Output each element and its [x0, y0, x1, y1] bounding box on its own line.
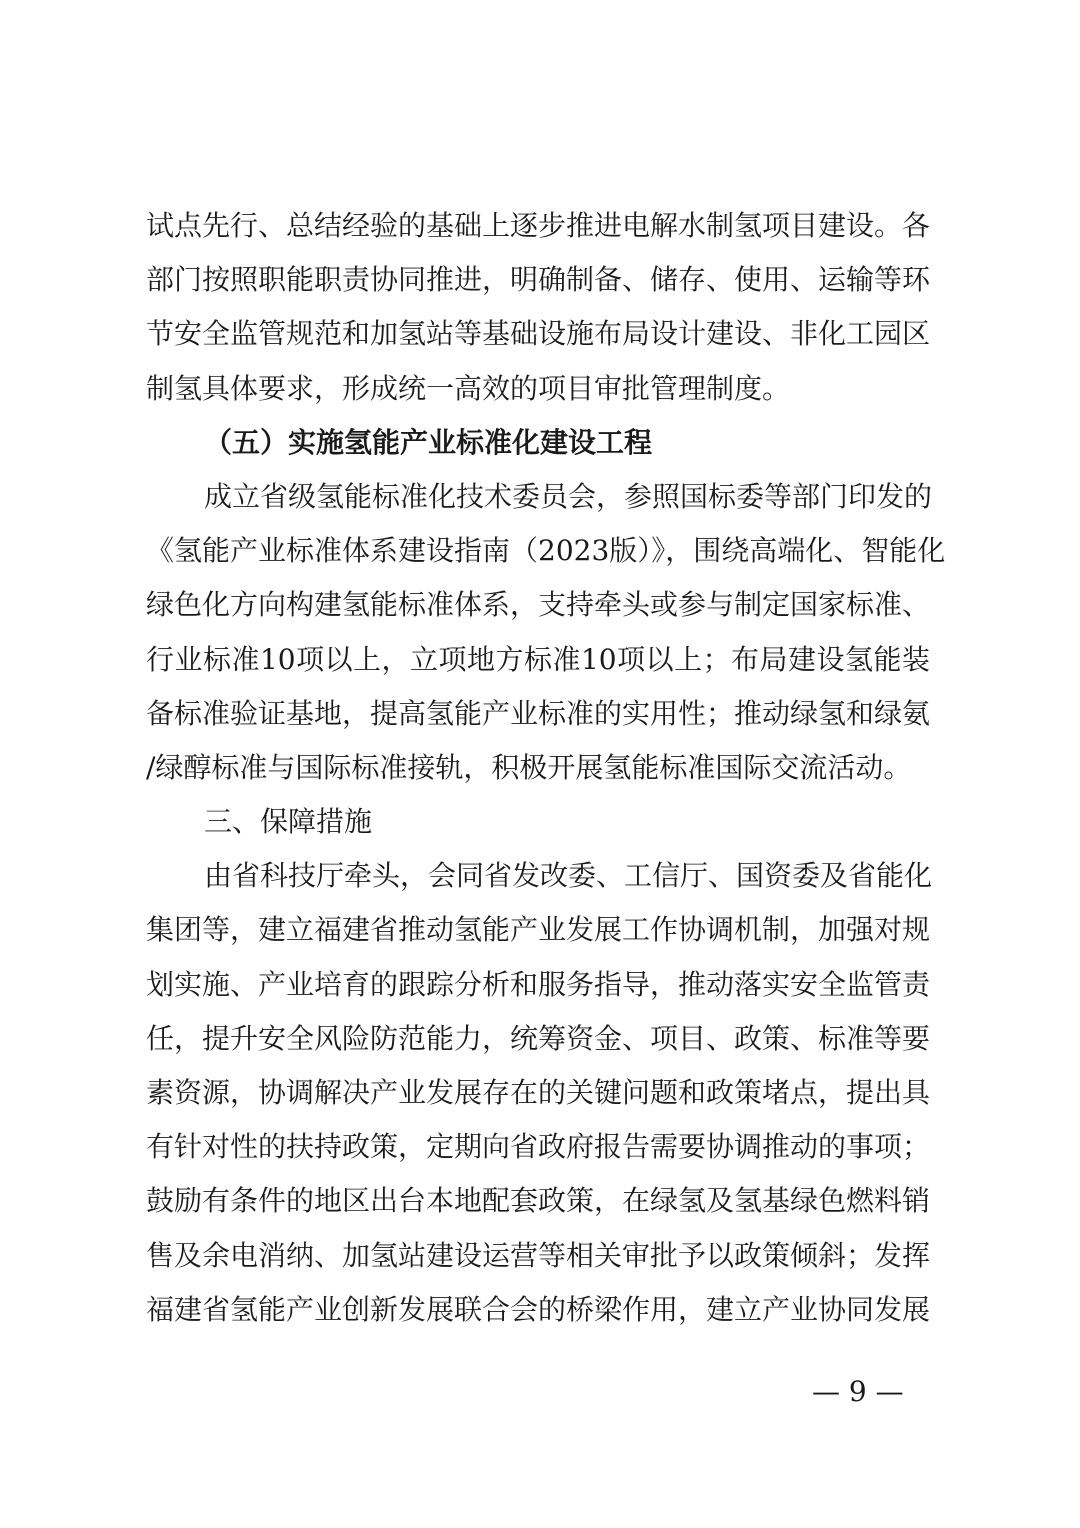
body-text [146, 199, 946, 1337]
paragraph [146, 849, 933, 1337]
text-line: 售及余电消纳、加氢站建设运营等相关审批予以政策倾斜；发挥 [146, 1238, 931, 1272]
text-line: 绿色化方向构建氢能标准体系，支持牵头或参与制定国家标准、 [146, 588, 931, 622]
text-line: 福建省氢能产业创新发展联合会的桥梁作用，建立产业协同发展 [146, 1292, 931, 1326]
text-line: 备标准验证基地，提高氢能产业标准的实用性；推动绿氢和绿氨 [146, 696, 931, 730]
text-line: 有针对性的扶持政策，定期向省政府报告需要协调推动的事项； [146, 1130, 931, 1164]
paragraph [146, 470, 946, 795]
text-line: 素资源，协调解决产业发展存在的关键问题和政策堵点，提出具 [146, 1076, 931, 1109]
text-line: 成立省级氢能标准化技术委员会，参照国标委等部门印发的 [204, 479, 933, 513]
text-line: 集团等，建立福建省推动氢能产业发展工作协调机制，加强对规 [146, 913, 931, 947]
text-line: 行业标准10项以上，立项地方标准10项以上；布局建设氢能装 [146, 642, 930, 676]
page-number: — 9 — [812, 1375, 904, 1408]
text-line: 划实施、产业培育的跟踪分析和服务指导，推动落实安全监管责 [146, 967, 931, 1001]
text-line: 制氢具体要求，形成统一高效的项目审批管理制度。 [146, 371, 791, 405]
text-line: 部门按照职能职责协同推进，明确制备、储存、使用、运输等环 [146, 263, 931, 297]
paragraph [146, 199, 930, 416]
text-line: 由省科技厅牵头，会同省发改委、工信厅、国资委及省能化 [204, 859, 933, 893]
text-line: 试点先行、总结经验的基础上逐步推进电解水制氢项目建设。各 [146, 209, 931, 242]
text-line: /绿醇标准与国际标准接轨，积极开展氢能标准国际交流活动。 [146, 750, 912, 784]
subsection-heading: （五）实施氢能产业标准化建设工程 [204, 425, 653, 459]
text-line: 任，提升安全风险防范能力，统筹资金、项目、政策、标准等要 [146, 1021, 931, 1055]
text-line: 鼓励有条件的地区出台本地配套政策，在绿氢及氢基绿色燃料销 [146, 1184, 931, 1218]
text-line: 节安全监管规范和加氢站等基础设施布局设计建设、非化工园区 [146, 317, 931, 351]
section-heading: 三、保障措施 [204, 805, 373, 839]
text-line: 《氢能产业标准体系建设指南（2023版）》，围绕高端化、智能化 [146, 534, 946, 568]
